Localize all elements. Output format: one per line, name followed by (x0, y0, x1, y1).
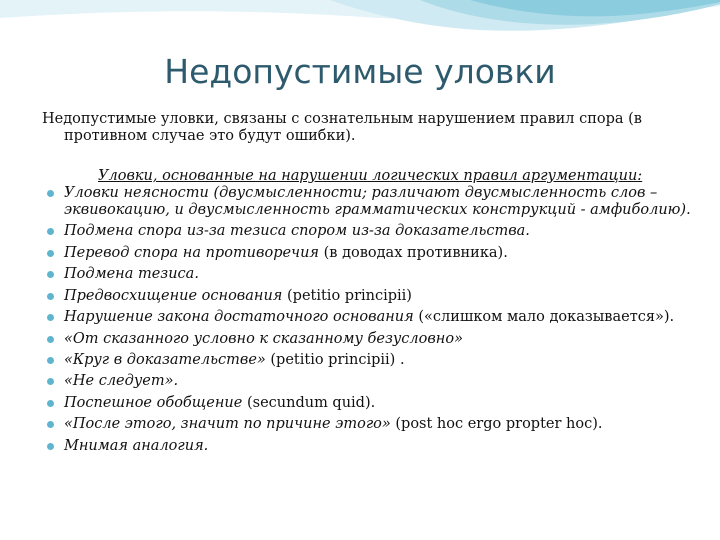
list-item (44, 352, 694, 369)
bullet-icon (47, 228, 54, 235)
item-italic-text: Перевод спора на противоречия (64, 244, 320, 261)
item-normal-text: (post hoc ergo propter hoc). (390, 416, 603, 433)
list-item (44, 309, 694, 326)
list-item (44, 373, 694, 390)
bullet-icon (47, 190, 54, 197)
bullet-icon (47, 250, 54, 257)
list-item (44, 185, 694, 218)
bullet-icon (47, 400, 54, 407)
item-normal-text: (petitio principii) (282, 287, 412, 304)
list-item (44, 288, 694, 305)
bullet-icon (47, 421, 54, 428)
item-italic-text: Подмена тезиса. (64, 266, 199, 283)
item-italic-text: «Не следует». (64, 373, 179, 390)
item-italic-text: Поспешное обобщение (64, 394, 243, 411)
item-italic-text: Предвосхищение основания (64, 287, 283, 304)
item-normal-text: («слишком мало доказывается»). (413, 309, 675, 326)
list-item (44, 266, 694, 283)
item-italic-text: «После этого, значит по причине этого» (64, 416, 391, 433)
item-normal-text: (petitio principii) . (265, 351, 405, 368)
list-item (44, 245, 694, 262)
item-italic-text: Подмена спора из-за тезиса спором из-за доказательства. (64, 223, 530, 240)
list-item (44, 438, 694, 455)
item-italic-text: Мнимая аналогия. (64, 437, 209, 454)
top-wave-decoration (0, 0, 720, 60)
intro-paragraph: Недопустимые уловки, связаны с сознательным нарушением правил спора (в противном случае это будут ошибки). (42, 111, 642, 144)
bullet-icon (47, 271, 54, 278)
item-normal-text: (secundum quid). (242, 394, 376, 411)
list-item (44, 331, 694, 348)
item-italic-text: «Круг в доказательстве» (64, 351, 266, 368)
bullet-icon (47, 378, 54, 385)
bullet-icon (47, 314, 54, 321)
list-item (44, 395, 694, 412)
item-italic-text: Уловки неясности (двусмысленности; различают двусмысленность слов – эквивокацию, и двусмысленность грамматических конструкций - амфиболию). (64, 185, 691, 218)
bullet-icon (47, 293, 54, 300)
list-item (44, 416, 694, 433)
tricks-list (44, 185, 694, 459)
list-item (44, 223, 694, 240)
item-italic-text: Нарушение закона достаточного основания (64, 309, 414, 326)
section-header: Уловки, основанные на нарушении логических правил аргументации: (98, 168, 643, 184)
item-italic-text: «От сказанного условно к сказанному безусловно» (64, 330, 463, 347)
slide-title: Недопустимые уловки (164, 52, 556, 91)
bullet-icon (47, 443, 54, 450)
item-normal-text: (в доводах противника). (319, 244, 508, 261)
bullet-icon (47, 357, 54, 364)
bullet-icon (47, 336, 54, 343)
